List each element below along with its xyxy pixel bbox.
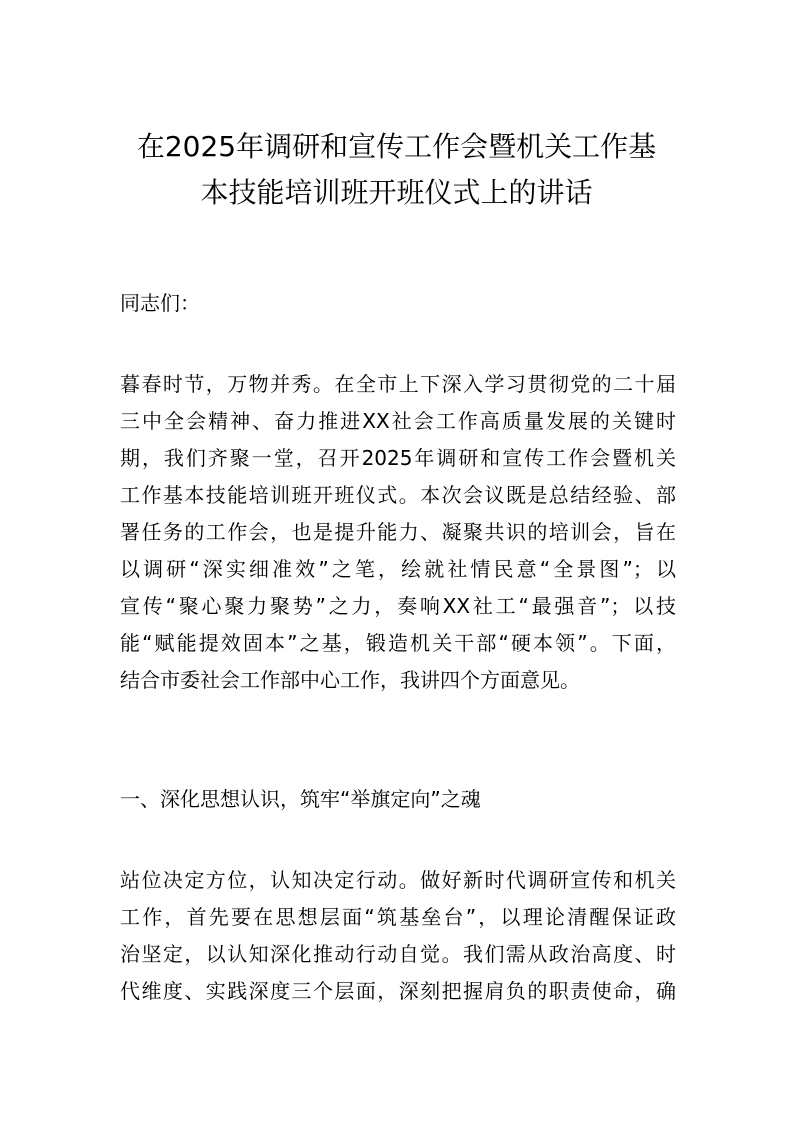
- paragraph-line: 以调研“深实细准效”之笔，绘就社情民意“全景图”；以: [120, 557, 676, 581]
- paragraph-opening: [120, 366, 676, 699]
- salutation-text: 同志们：: [120, 291, 200, 315]
- paragraph-line: 三中全会精神、奋力推进XX社会工作高质量发展的关键时: [120, 409, 676, 433]
- paragraph-line: 暮春时节，万物并秀。在全市上下深入学习贯彻党的二十届: [120, 372, 676, 396]
- paragraph-line: 工作，首先要在思想层面“筑基垒台”，以理论清醒保证政: [120, 905, 676, 929]
- title-line-1: 在2025年调研和宣传工作会暨机关工作基: [136, 130, 657, 163]
- title-line-2: 本技能培训班开班仪式上的讲话: [200, 176, 593, 209]
- section-heading-text: 一、深化思想认识，筑牢“举旗定向”之魂: [120, 787, 481, 811]
- document-title: [95, 124, 698, 216]
- paragraph-line: 站位决定方位，认知决定行动。做好新时代调研宣传和机关: [120, 868, 676, 892]
- paragraph-line: 宣传“聚心聚力聚势”之力，奏响XX社工“最强音”；以技: [120, 594, 676, 618]
- paragraph-line: 结合市委社会工作部中心工作，我讲四个方面意见。: [120, 668, 580, 692]
- paragraph-line: 署任务的工作会，也是提升能力、凝聚共识的培训会，旨在: [120, 520, 676, 544]
- paragraph-line: 工作基本技能培训班开班仪式。本次会议既是总结经验、部: [120, 483, 676, 507]
- paragraph-line: 代维度、实践深度三个层面，深刻把握肩负的职责使命，确: [120, 979, 676, 1003]
- paragraph-line: 期，我们齐聚一堂，召开2025年调研和宣传工作会暨机关: [120, 446, 676, 470]
- salutation: [120, 285, 676, 322]
- paragraph-line: 治坚定，以认知深化推动行动自觉。我们需从政治高度、时: [120, 942, 676, 966]
- section-heading-1: [120, 781, 676, 818]
- paragraph-line: 能“赋能提效固本”之基，锻造机关干部“硬本领”。下面，: [120, 631, 676, 655]
- paragraph-section-1: [120, 862, 676, 1010]
